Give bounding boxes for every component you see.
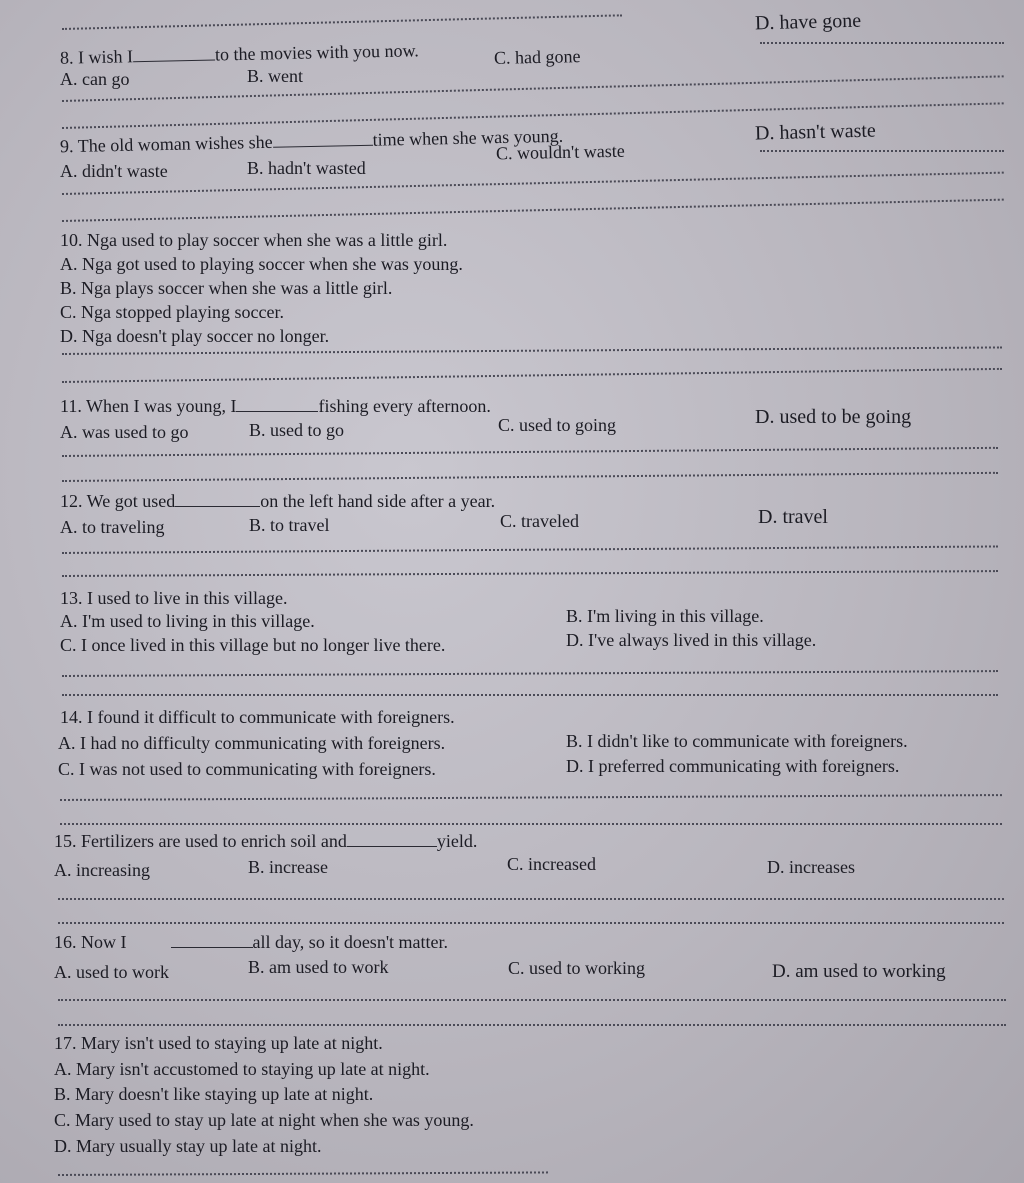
answer-line [62,14,622,30]
question-10-stem: 10. Nga used to play soccer when she was a little girl. [60,230,448,250]
q16-option-a[interactable]: A. used to work [54,962,169,982]
q11-option-a[interactable]: A. was used to go [60,422,189,442]
question-16-stem: 16. Now I all day, so it doesn't matter. [54,932,449,952]
answer-line [62,368,1002,383]
question-9-stem: 9. The old woman wishes she time when she was young. [59,125,564,157]
q12-option-d[interactable]: D. travel [758,506,828,528]
q14-option-b[interactable]: B. I didn't like to communicate with foreigners. [566,731,908,751]
q8-option-b[interactable]: B. went [247,66,303,86]
q11-option-b[interactable]: B. used to go [249,420,345,440]
answer-line [62,346,1002,355]
answer-line [58,922,1004,924]
q9-option-b[interactable]: B. hadn't wasted [247,158,366,178]
q10-option-c[interactable]: C. Nga stopped playing soccer. [60,302,284,322]
answer-line [62,694,998,696]
q16-option-c[interactable]: C. used to working [508,958,645,978]
q17-option-b[interactable]: B. Mary doesn't like staying up late at night. [54,1084,374,1104]
answer-line [58,898,1004,900]
q13-option-a[interactable]: A. I'm used to living in this village. [60,611,315,631]
q8-option-d[interactable]: D. have gone [754,9,862,35]
q15-option-c[interactable]: C. increased [507,854,596,874]
q9-option-c[interactable]: C. wouldn't waste [495,140,625,164]
q14-option-a[interactable]: A. I had no difficulty communicating with foreigners. [58,733,446,753]
q16-option-d[interactable]: D. am used to working [772,961,946,982]
q11-option-d[interactable]: D. used to be going [755,406,912,428]
q12-option-c[interactable]: C. traveled [500,511,579,531]
q11-option-c[interactable]: C. used to going [498,415,617,435]
q13-option-b[interactable]: B. I'm living in this village. [566,606,764,626]
answer-line [58,999,1006,1001]
question-13-stem: 13. I used to live in this village. [60,588,288,608]
question-15-stem: 15. Fertilizers are used to enrich soil and yield. [54,831,478,851]
answer-line [62,545,998,554]
answer-line [62,447,998,457]
answer-line [58,1171,548,1176]
q10-option-b[interactable]: B. Nga plays soccer when she was a little girl. [60,278,393,298]
answer-line [62,472,998,482]
q14-option-c[interactable]: C. I was not used to communicating with foreigners. [58,759,436,779]
answer-line [62,172,1004,195]
question-8-stem: 8. I wish I to the movies with you now. [59,40,419,68]
q14-option-d[interactable]: D. I preferred communicating with foreigners. [566,756,900,776]
answer-line [760,150,1004,152]
answer-line [760,42,1004,44]
question-11-stem: 11. When I was young, I fishing every afternoon. [60,396,491,416]
q15-option-a[interactable]: A. increasing [54,860,150,880]
question-12-stem: 12. We got used on the left hand side after a year. [60,491,496,511]
answer-line [58,1024,1006,1026]
q17-option-d[interactable]: D. Mary usually stay up late at night. [54,1136,322,1156]
q17-option-c[interactable]: C. Mary used to stay up late at night when she was young. [54,1110,474,1130]
q12-option-a[interactable]: A. to traveling [60,517,165,537]
q8-option-a[interactable]: A. can go [60,69,130,89]
q15-option-b[interactable]: B. increase [248,857,328,877]
answer-line [62,670,998,677]
q10-option-a[interactable]: A. Nga got used to playing soccer when she was young. [60,254,463,274]
question-17-stem: 17. Mary isn't used to staying up late at night. [54,1033,383,1053]
answer-line [62,570,998,577]
answer-line [62,199,1004,222]
q10-option-d[interactable]: D. Nga doesn't play soccer no longer. [60,326,330,346]
q9-option-a[interactable]: A. didn't waste [60,161,168,181]
q8-option-c[interactable]: C. had gone [493,46,581,68]
q15-option-d[interactable]: D. increases [767,857,855,877]
q16-option-b[interactable]: B. am used to work [248,957,389,977]
answer-line [60,823,1002,825]
q9-option-d[interactable]: D. hasn't waste [754,119,877,145]
question-14-stem: 14. I found it difficult to communicate with foreigners. [60,707,455,727]
q12-option-b[interactable]: B. to travel [249,515,330,535]
answer-line [60,794,1002,801]
q17-option-a[interactable]: A. Mary isn't accustomed to staying up late at night. [54,1059,430,1079]
answer-line [62,75,1004,102]
q13-option-d[interactable]: D. I've always lived in this village. [566,630,817,650]
q13-option-c[interactable]: C. I once lived in this village but no longer live there. [60,635,446,655]
